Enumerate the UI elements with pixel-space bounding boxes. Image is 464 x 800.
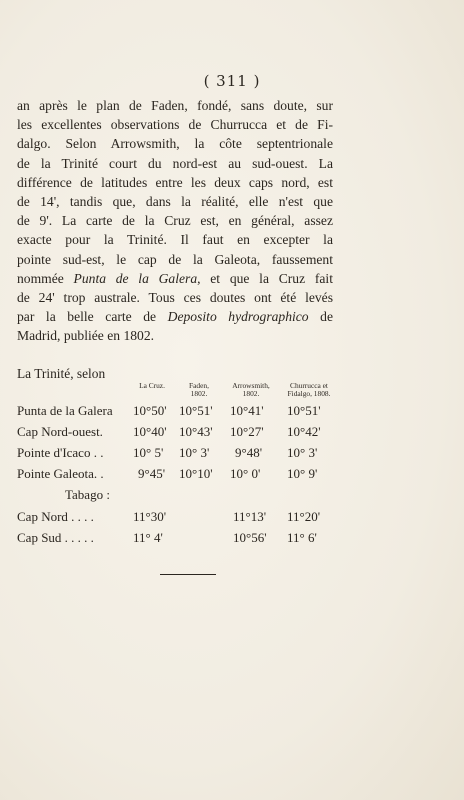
cruz-value: 11° 4': [133, 530, 163, 545]
tabago-subheading: [17, 484, 333, 506]
churrucca-value: 11°20': [287, 509, 321, 524]
table-row: [17, 400, 333, 421]
cruz-value: 10°50': [133, 403, 167, 418]
faden-value: 10°10': [179, 466, 213, 481]
latitude-table: [17, 382, 333, 548]
italic-title: Deposito hydrographico: [167, 309, 309, 325]
text-line: de 14', tandis que, dans la réalité, elle n'est que: [17, 193, 333, 209]
cruz-value: 9°45': [138, 466, 166, 481]
place-name: Pointe Galeota. .: [17, 466, 104, 481]
churrucca-value: 10°51': [287, 403, 321, 418]
place-name: Cap Nord-ouest.: [17, 424, 103, 439]
body-paragraph: [17, 96, 333, 345]
text-fragment: , et que la Cruz fait: [197, 270, 333, 286]
text-line: les excellentes observations de Churrucca et de Fi-: [17, 117, 333, 133]
faden-value: 10° 3': [179, 445, 210, 460]
faden-value: 10°51': [179, 403, 213, 418]
tabago-label: Tabago :: [65, 487, 110, 502]
text-fragment: de: [308, 309, 334, 325]
arrowsmith-value: 11°13': [233, 509, 267, 524]
place-name: Punta de la Galera: [17, 403, 113, 418]
text-line-with-italic: [17, 307, 333, 326]
cruz-value: 10°40': [133, 424, 167, 439]
header-arrowsmith: [221, 382, 281, 398]
text-line: pointe sud-est, le cap de la Galeota, faussement: [17, 251, 333, 267]
header-line: Churrucca et: [290, 381, 328, 390]
place-name: Cap Sud . . . . .: [17, 530, 94, 545]
text-fragment: nommée: [17, 270, 74, 286]
faden-value: 10°43': [179, 424, 213, 439]
place-name: Cap Nord . . . .: [17, 509, 94, 524]
header-line: 1802.: [190, 389, 208, 398]
header-line: Faden,: [189, 381, 209, 390]
text-line-with-italic: [17, 269, 333, 288]
churrucca-value: 10° 3': [287, 445, 318, 460]
text-line: Madrid, publiée en 1802.: [17, 328, 155, 344]
header-churrucca: [277, 382, 341, 398]
arrowsmith-value: 10° 0': [230, 466, 261, 481]
arrowsmith-value: 10°27': [230, 424, 264, 439]
header-line: Arrowsmith,: [232, 381, 270, 390]
table-intro: La Trinité, selon: [17, 366, 106, 381]
churrucca-value: 11° 6': [287, 530, 317, 545]
table-row: [17, 442, 333, 463]
header-faden: [173, 382, 225, 398]
place-name: Pointe d'Icaco . .: [17, 445, 104, 460]
text-line: de 24' trop australe. Tous ces doutes ont été levés: [17, 289, 333, 305]
arrowsmith-value: 9°48': [235, 445, 263, 460]
text-line: exacte pour la Trinité. Il faut en excepter la: [17, 232, 333, 248]
table-row: [17, 527, 333, 548]
text-line: différence de latitudes entre les deux caps nord, est: [17, 174, 333, 190]
churrucca-value: 10°42': [287, 424, 321, 439]
header-line: Fidalgo, 1808.: [287, 389, 331, 398]
page-number: ( 311 ): [203, 72, 261, 90]
header-line: La Cruz.: [139, 381, 165, 390]
section-rule: [160, 574, 216, 575]
header-line: 1802.: [242, 389, 260, 398]
churrucca-value: 10° 9': [287, 466, 318, 481]
text-line: de 9'. La carte de la Cruz est, en général, assez: [17, 213, 333, 229]
arrowsmith-value: 10°41': [230, 403, 264, 418]
text-fragment: par la belle carte de: [17, 309, 168, 325]
arrowsmith-value: 10°56': [233, 530, 267, 545]
text-line: de la Trinité court du nord-est au sud-ouest. La: [17, 155, 333, 171]
table-row: [17, 506, 333, 527]
cruz-value: 10° 5': [133, 445, 164, 460]
cruz-value: 11°30': [133, 509, 167, 524]
text-line: an après le plan de Faden, fondé, sans doute, sur: [17, 98, 333, 113]
text-line: dalgo. Selon Arrowsmith, la côte septentrionale: [17, 136, 333, 152]
italic-place-name: Punta de la Galera: [73, 270, 198, 286]
table-row: [17, 421, 333, 442]
table-row: [17, 463, 333, 484]
table-header: [17, 382, 333, 400]
